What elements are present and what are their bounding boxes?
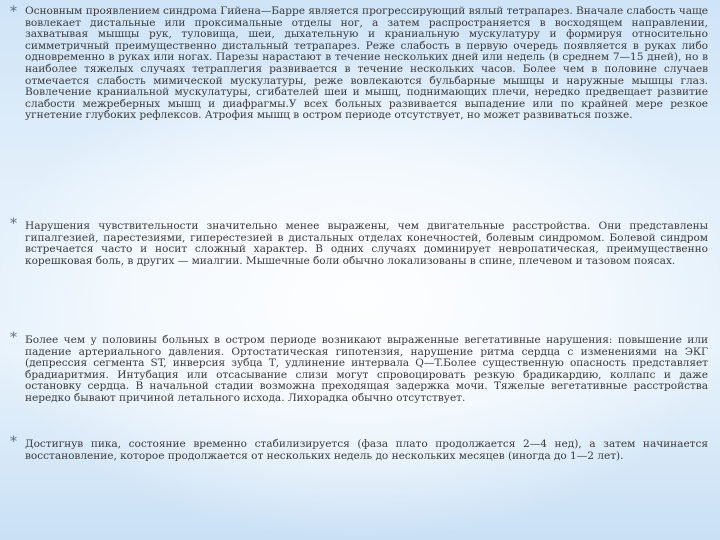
bullet-text: Нарушения чувствительности значительно менее выражены, чем двигательные расстройства. Они представлены гипалгезией, парестезиями, гиперестезией в дистальных отделах конечностей, болевым синдромом. Болевой синдром встречается часто и носит сложный характер. В одних случаях доминирует невропатическая, преимущественно корешковая боль, в других — миалгии. Мышечные боли обычно локализованы в спине, плечевом и тазовом поясах. <box>25 220 708 267</box>
bullet-marker-icon: * <box>10 434 17 450</box>
bullet-marker-icon: * <box>10 330 17 346</box>
bullet-marker-icon: * <box>10 4 17 20</box>
bullet-text: Достигнув пика, состояние временно стабилизируется (фаза плато продолжается 2—4 нед), а затем начинается восстановление, которое продолжается от нескольких недель до нескольких месяцев (иногда до 1—2 лет). <box>25 438 708 462</box>
bullet-marker-icon: * <box>10 216 17 232</box>
bullet-text: Основным проявлением синдрома Гийена—Барре является прогрессирующий вялый тетрапарез. Вначале слабость чаще вовлекает дистальные или проксимальные отделы ног, а затем распространяется в восходящем направлении, захватывая мышцы рук, туловища, шеи, дыхательную и краниальную мускулатуру и формируя относительно симметричный преимущественно дистальный тетрапарез. Реже слабость в первую очередь появляется в руках либо одновременно в руках или ногах. Парезы нарастают в течение нескольких дней или недель (в среднем 7—15 дней), но в наиболее тяжелых случаях тетраплегия развивается в течение нескольких часов. Более чем в половине случаев отмечается слабость мимической мускулатуры, реже вовлекаются бульбарные мышцы и наружные мышцы глаз. Вовлечение краниальной мускулатуры, сгибателей шеи и мышц, поднимающих плечи, нередко предвещает развитие слабости межреберных мышц и диафрагмы.У всех больных развивается выпадение или по крайней мере резкое угнетение глубоких рефлексов. Атрофия мышц в остром периоде отсутствует, но может развиваться позже. <box>25 5 708 122</box>
bullet-text: Более чем у половины больных в остром периоде возникают выраженные вегетативные нарушения: повышение или падение артериального давления. Ортостатическая гипотензия, нарушение ритма сердца с изменениями на ЭКГ (депрессия сегмента ST, инверсия зубца Т, удлинение интервала Q—T.Более существенную опасность представляет брадиаритмия. Интубация или отсасывание слизи могут спровоцировать резкую брадикардию, коллапс и даже остановку сердца. В начальной стадии возможна преходящая задержка мочи. Тяжелые вегетативные расстройства нередко бывают причиной летального исхода. Лихорадка обычно отсутствует. <box>25 334 708 404</box>
